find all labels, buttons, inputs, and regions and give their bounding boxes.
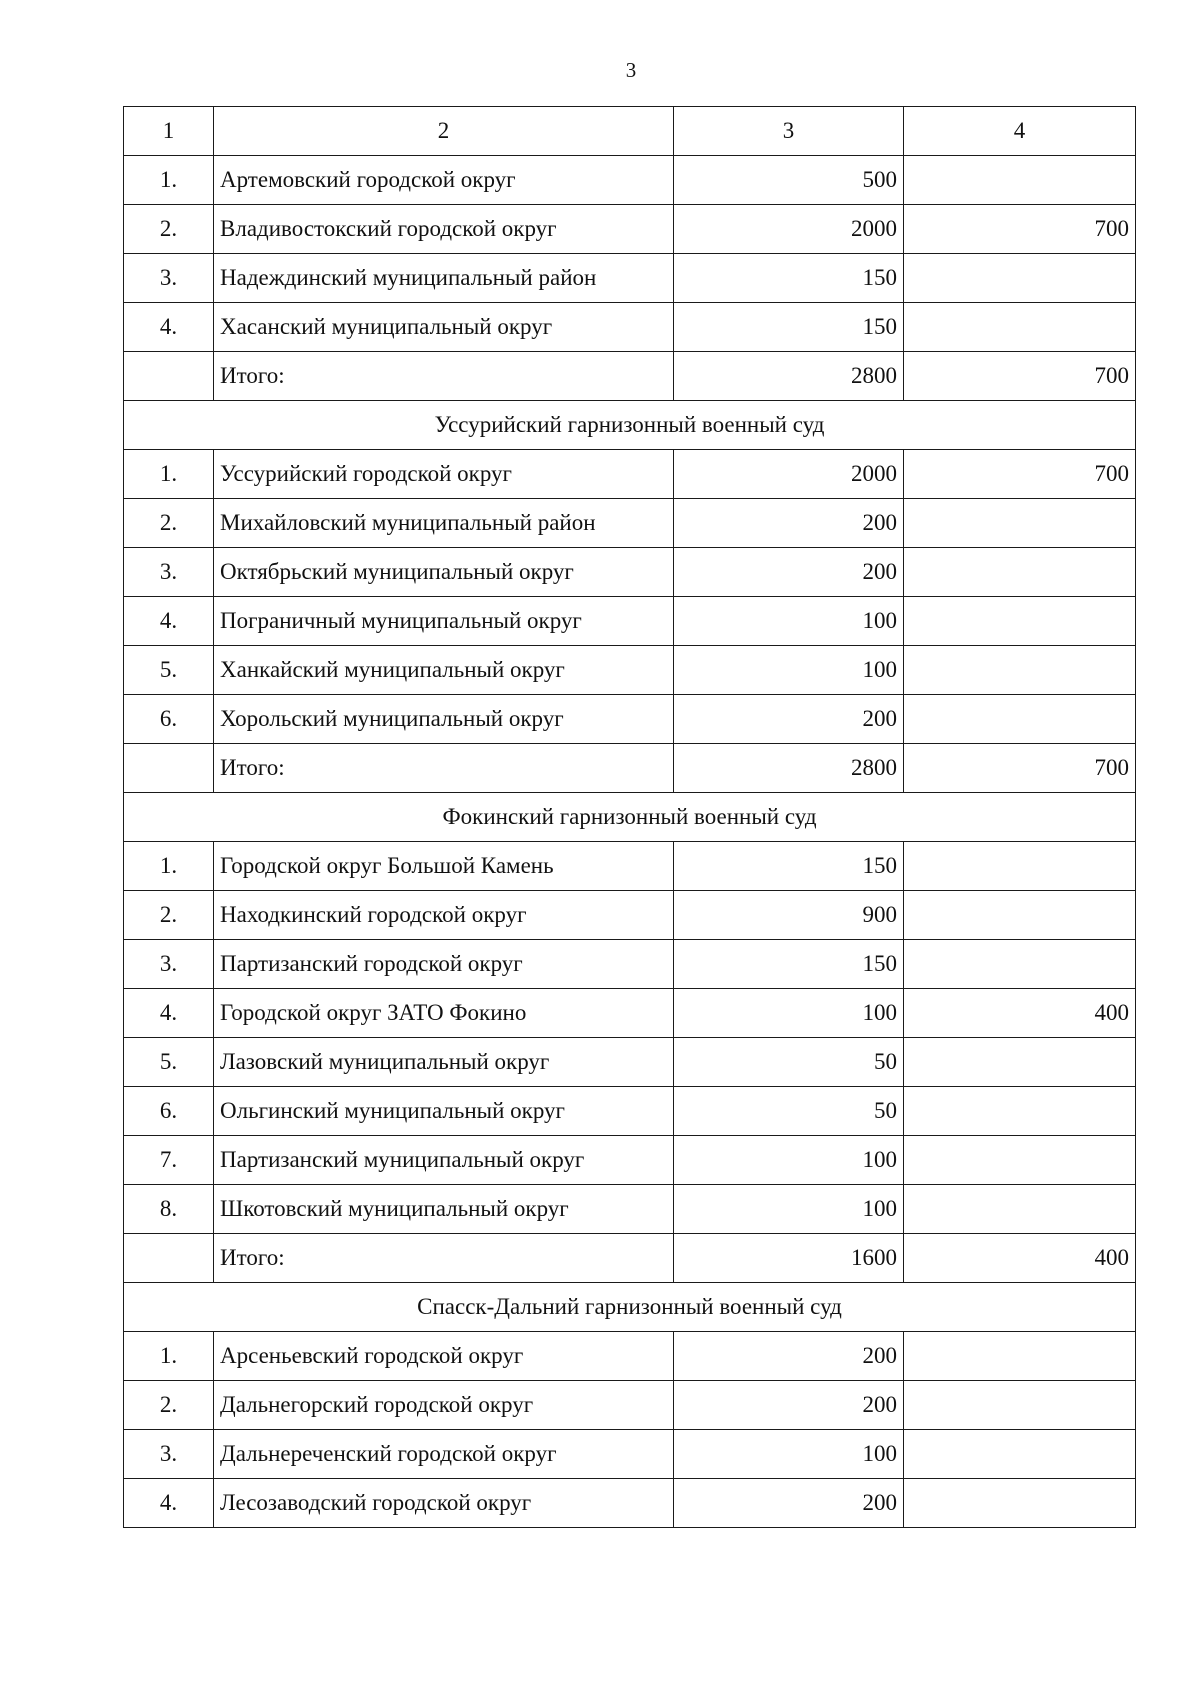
row-number: 2. xyxy=(124,1381,214,1430)
column-3-value: 200 xyxy=(674,1332,904,1381)
table-row xyxy=(124,1332,1136,1381)
column-4-value xyxy=(904,548,1136,597)
row-number: 1. xyxy=(124,156,214,205)
column-4-value: 400 xyxy=(904,989,1136,1038)
column-3-value: 100 xyxy=(674,989,904,1038)
column-4-value xyxy=(904,254,1136,303)
column-4-value xyxy=(904,1332,1136,1381)
row-number: 2. xyxy=(124,499,214,548)
table-row xyxy=(124,499,1136,548)
table-row xyxy=(124,989,1136,1038)
row-number: 3. xyxy=(124,548,214,597)
column-3-value: 150 xyxy=(674,940,904,989)
column-3-value: 200 xyxy=(674,1479,904,1528)
section-title: Фокинский гарнизонный военный суд xyxy=(124,793,1136,842)
column-4-value xyxy=(904,1479,1136,1528)
row-number: 1. xyxy=(124,1332,214,1381)
table-row xyxy=(124,303,1136,352)
row-number: 6. xyxy=(124,695,214,744)
column-4-value xyxy=(904,499,1136,548)
total-label: Итого: xyxy=(214,744,674,793)
row-number: 4. xyxy=(124,597,214,646)
column-4-value xyxy=(904,303,1136,352)
column-3-value: 900 xyxy=(674,891,904,940)
column-4-value xyxy=(904,891,1136,940)
table-row xyxy=(124,940,1136,989)
header-cell-4: 4 xyxy=(904,107,1136,156)
municipality-name: Хасанский муниципальный округ xyxy=(214,303,674,352)
column-4-value xyxy=(904,1381,1136,1430)
row-number: 2. xyxy=(124,205,214,254)
total-row xyxy=(124,1234,1136,1283)
table-row xyxy=(124,450,1136,499)
header-cell-1: 1 xyxy=(124,107,214,156)
row-number: 4. xyxy=(124,303,214,352)
column-3-value: 100 xyxy=(674,646,904,695)
column-3-value: 150 xyxy=(674,254,904,303)
table-row xyxy=(124,1038,1136,1087)
column-4-value xyxy=(904,1038,1136,1087)
column-3-value: 100 xyxy=(674,597,904,646)
table-row xyxy=(124,646,1136,695)
row-number: 2. xyxy=(124,891,214,940)
municipality-name: Партизанский муниципальный округ xyxy=(214,1136,674,1185)
row-number: 3. xyxy=(124,1430,214,1479)
column-4-value xyxy=(904,940,1136,989)
column-4-value: 700 xyxy=(904,450,1136,499)
municipality-name: Хорольский муниципальный округ xyxy=(214,695,674,744)
section-title: Уссурийский гарнизонный военный суд xyxy=(124,401,1136,450)
table-header-row xyxy=(124,107,1136,156)
municipality-name: Находкинский городской округ xyxy=(214,891,674,940)
row-number: 7. xyxy=(124,1136,214,1185)
table-row xyxy=(124,548,1136,597)
column-4-value xyxy=(904,156,1136,205)
column-4-value xyxy=(904,646,1136,695)
table-row xyxy=(124,1136,1136,1185)
column-4-value xyxy=(904,695,1136,744)
table-row xyxy=(124,891,1136,940)
total-row xyxy=(124,744,1136,793)
total-empty-cell xyxy=(124,744,214,793)
table-body xyxy=(124,107,1136,1528)
municipality-name: Артемовский городской округ xyxy=(214,156,674,205)
total-column-4: 700 xyxy=(904,352,1136,401)
table-row xyxy=(124,1087,1136,1136)
municipality-name: Лесозаводский городской округ xyxy=(214,1479,674,1528)
municipality-name: Пограничный муниципальный округ xyxy=(214,597,674,646)
column-4-value xyxy=(904,1087,1136,1136)
table-row xyxy=(124,597,1136,646)
municipality-name: Городской округ Большой Камень xyxy=(214,842,674,891)
row-number: 3. xyxy=(124,940,214,989)
municipality-name: Дальнегорский городской округ xyxy=(214,1381,674,1430)
municipality-name: Ольгинский муниципальный округ xyxy=(214,1087,674,1136)
column-4-value xyxy=(904,1185,1136,1234)
section-title: Спасск-Дальний гарнизонный военный суд xyxy=(124,1283,1136,1332)
table-row xyxy=(124,695,1136,744)
column-3-value: 150 xyxy=(674,842,904,891)
column-3-value: 2000 xyxy=(674,205,904,254)
total-column-3: 2800 xyxy=(674,352,904,401)
total-column-3: 1600 xyxy=(674,1234,904,1283)
total-column-4: 700 xyxy=(904,744,1136,793)
municipality-name: Шкотовский муниципальный округ xyxy=(214,1185,674,1234)
row-number: 8. xyxy=(124,1185,214,1234)
column-3-value: 200 xyxy=(674,499,904,548)
row-number: 5. xyxy=(124,1038,214,1087)
row-number: 1. xyxy=(124,450,214,499)
column-3-value: 200 xyxy=(674,695,904,744)
row-number: 3. xyxy=(124,254,214,303)
column-3-value: 150 xyxy=(674,303,904,352)
data-table xyxy=(123,106,1136,1528)
total-empty-cell xyxy=(124,1234,214,1283)
column-4-value xyxy=(904,597,1136,646)
table-row xyxy=(124,1381,1136,1430)
municipality-name: Лазовский муниципальный округ xyxy=(214,1038,674,1087)
table-row xyxy=(124,254,1136,303)
table-row xyxy=(124,205,1136,254)
municipality-name: Арсеньевский городской округ xyxy=(214,1332,674,1381)
column-3-value: 50 xyxy=(674,1087,904,1136)
column-3-value: 2000 xyxy=(674,450,904,499)
column-4-value xyxy=(904,1430,1136,1479)
column-3-value: 100 xyxy=(674,1430,904,1479)
section-title-row xyxy=(124,793,1136,842)
municipality-name: Октябрьский муниципальный округ xyxy=(214,548,674,597)
total-empty-cell xyxy=(124,352,214,401)
municipality-name: Городской округ ЗАТО Фокино xyxy=(214,989,674,1038)
column-3-value: 200 xyxy=(674,1381,904,1430)
header-cell-3: 3 xyxy=(674,107,904,156)
row-number: 4. xyxy=(124,989,214,1038)
total-column-3: 2800 xyxy=(674,744,904,793)
column-3-value: 100 xyxy=(674,1136,904,1185)
row-number: 4. xyxy=(124,1479,214,1528)
section-title-row xyxy=(124,1283,1136,1332)
section-title-row xyxy=(124,401,1136,450)
municipality-name: Надеждинский муниципальный район xyxy=(214,254,674,303)
municipality-name: Ханкайский муниципальный округ xyxy=(214,646,674,695)
total-column-4: 400 xyxy=(904,1234,1136,1283)
column-3-value: 500 xyxy=(674,156,904,205)
row-number: 5. xyxy=(124,646,214,695)
header-cell-2: 2 xyxy=(214,107,674,156)
table-row xyxy=(124,1185,1136,1234)
table-row xyxy=(124,1430,1136,1479)
table-row xyxy=(124,1479,1136,1528)
total-row xyxy=(124,352,1136,401)
table-row xyxy=(124,156,1136,205)
table-row xyxy=(124,842,1136,891)
municipality-name: Уссурийский городской округ xyxy=(214,450,674,499)
column-3-value: 200 xyxy=(674,548,904,597)
column-4-value xyxy=(904,842,1136,891)
page-number: 3 xyxy=(625,58,637,82)
total-label: Итого: xyxy=(214,1234,674,1283)
row-number: 6. xyxy=(124,1087,214,1136)
column-3-value: 100 xyxy=(674,1185,904,1234)
column-3-value: 50 xyxy=(674,1038,904,1087)
municipality-name: Владивостокский городской округ xyxy=(214,205,674,254)
municipality-name: Дальнереченский городской округ xyxy=(214,1430,674,1479)
municipality-name: Михайловский муниципальный район xyxy=(214,499,674,548)
total-label: Итого: xyxy=(214,352,674,401)
row-number: 1. xyxy=(124,842,214,891)
municipality-name: Партизанский городской округ xyxy=(214,940,674,989)
column-4-value xyxy=(904,1136,1136,1185)
column-4-value: 700 xyxy=(904,205,1136,254)
